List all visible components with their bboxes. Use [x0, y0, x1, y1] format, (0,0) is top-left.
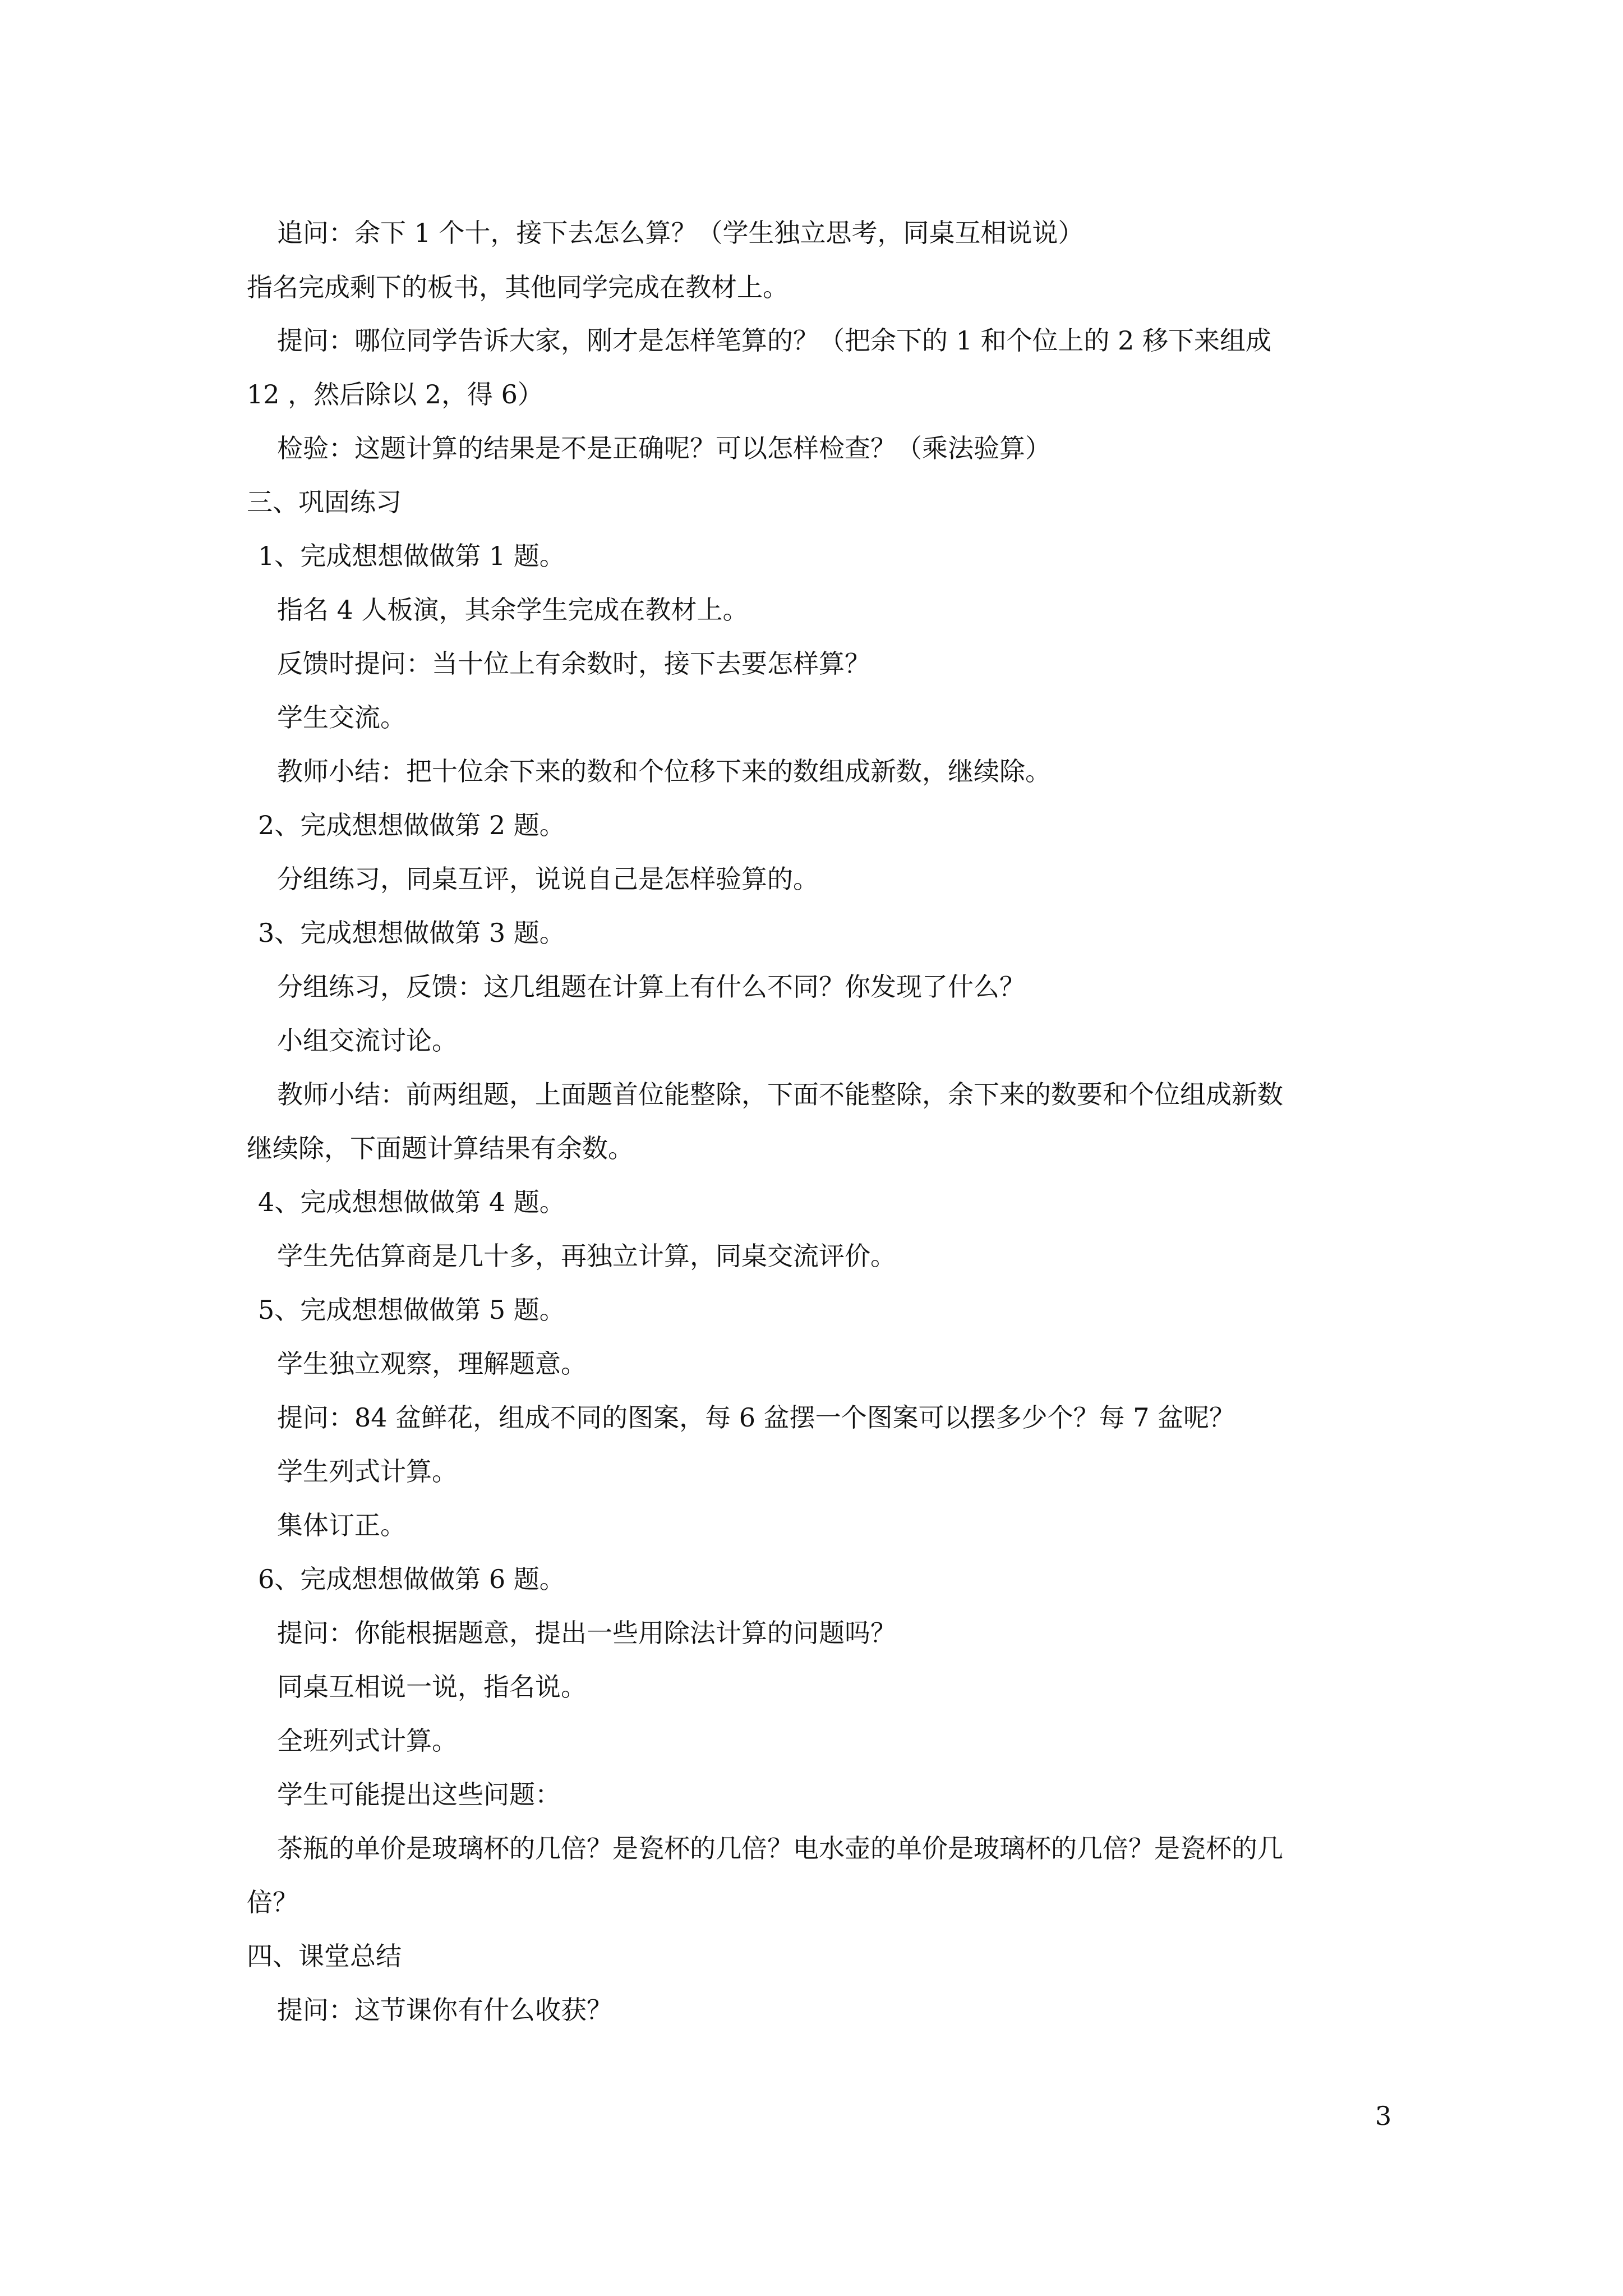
text-line: 12 ，然后除以 2，得 6）: [247, 379, 543, 409]
text-line: 提问：你能根据题意，提出一些用除法计算的问题吗？: [277, 1618, 896, 1648]
text-line: 学生列式计算。: [277, 1456, 458, 1487]
text-line: 同桌互相说一说，指名说。: [277, 1672, 587, 1702]
page-number: 3: [1375, 2101, 1392, 2131]
text-line: 分组练习，同桌互评，说说自己是怎样验算的。: [277, 864, 819, 894]
text-line: 指名完成剩下的板书，其他同学完成在教材上。: [247, 272, 789, 302]
section-heading: 三、巩固练习: [247, 487, 402, 517]
exercise-heading: 4、完成想想做做第 4 题。: [258, 1187, 565, 1217]
exercise-heading: 3、完成想想做做第 3 题。: [258, 918, 565, 948]
text-line: 学生独立观察，理解题意。: [277, 1349, 587, 1379]
text-line: 提问：84 盆鲜花，组成不同的图案，每 6 盆摆一个图案可以摆多少个？每 7 盆呢？: [277, 1402, 1235, 1433]
text-line: 教师小结：把十位余下来的数和个位移下来的数组成新数，继续除。: [277, 756, 1051, 786]
text-line: 继续除，下面题计算结果有余数。: [247, 1133, 634, 1163]
section-heading: 四、课堂总结: [247, 1941, 402, 1971]
text-line: 教师小结：前两组题，上面题首位能整除，下面不能整除，余下来的数要和个位组成新数: [277, 1079, 1283, 1110]
text-line: 全班列式计算。: [277, 1726, 458, 1756]
text-line: 茶瓶的单价是玻璃杯的几倍？是瓷杯的几倍？电水壶的单价是玻璃杯的几倍？是瓷杯的几: [277, 1833, 1283, 1864]
exercise-heading: 6、完成想想做做第 6 题。: [258, 1564, 565, 1594]
text-line: 学生可能提出这些问题：: [277, 1779, 561, 1810]
text-line: 提问：哪位同学告诉大家，刚才是怎样笔算的？（把余下的 1 和个位上的 2 移下来组成: [277, 325, 1272, 356]
exercise-heading: 1、完成想想做做第 1 题。: [258, 541, 565, 571]
text-line: 小组交流讨论。: [277, 1025, 458, 1056]
text-line: 指名 4 人板演，其余学生完成在教材上。: [277, 595, 749, 625]
text-line: 学生交流。: [277, 702, 406, 733]
text-line: 检验：这题计算的结果是不是正确呢？可以怎样检查？（乘法验算）: [277, 433, 1051, 463]
text-line: 反馈时提问：当十位上有余数时，接下去要怎样算？: [277, 648, 870, 679]
text-line: 追问：余下 1 个十，接下去怎么算？（学生独立思考，同桌互相说说）: [277, 218, 1084, 248]
text-line: 倍？: [247, 1887, 298, 1917]
text-line: 集体订正。: [277, 1510, 406, 1540]
exercise-heading: 5、完成想想做做第 5 题。: [258, 1295, 565, 1325]
text-line: 提问：这节课你有什么收获？: [277, 1995, 612, 2025]
text-line: 学生先估算商是几十多，再独立计算，同桌交流评价。: [277, 1241, 896, 1271]
exercise-heading: 2、完成想想做做第 2 题。: [258, 810, 565, 840]
text-line: 分组练习，反馈：这几组题在计算上有什么不同？你发现了什么？: [277, 972, 1025, 1002]
